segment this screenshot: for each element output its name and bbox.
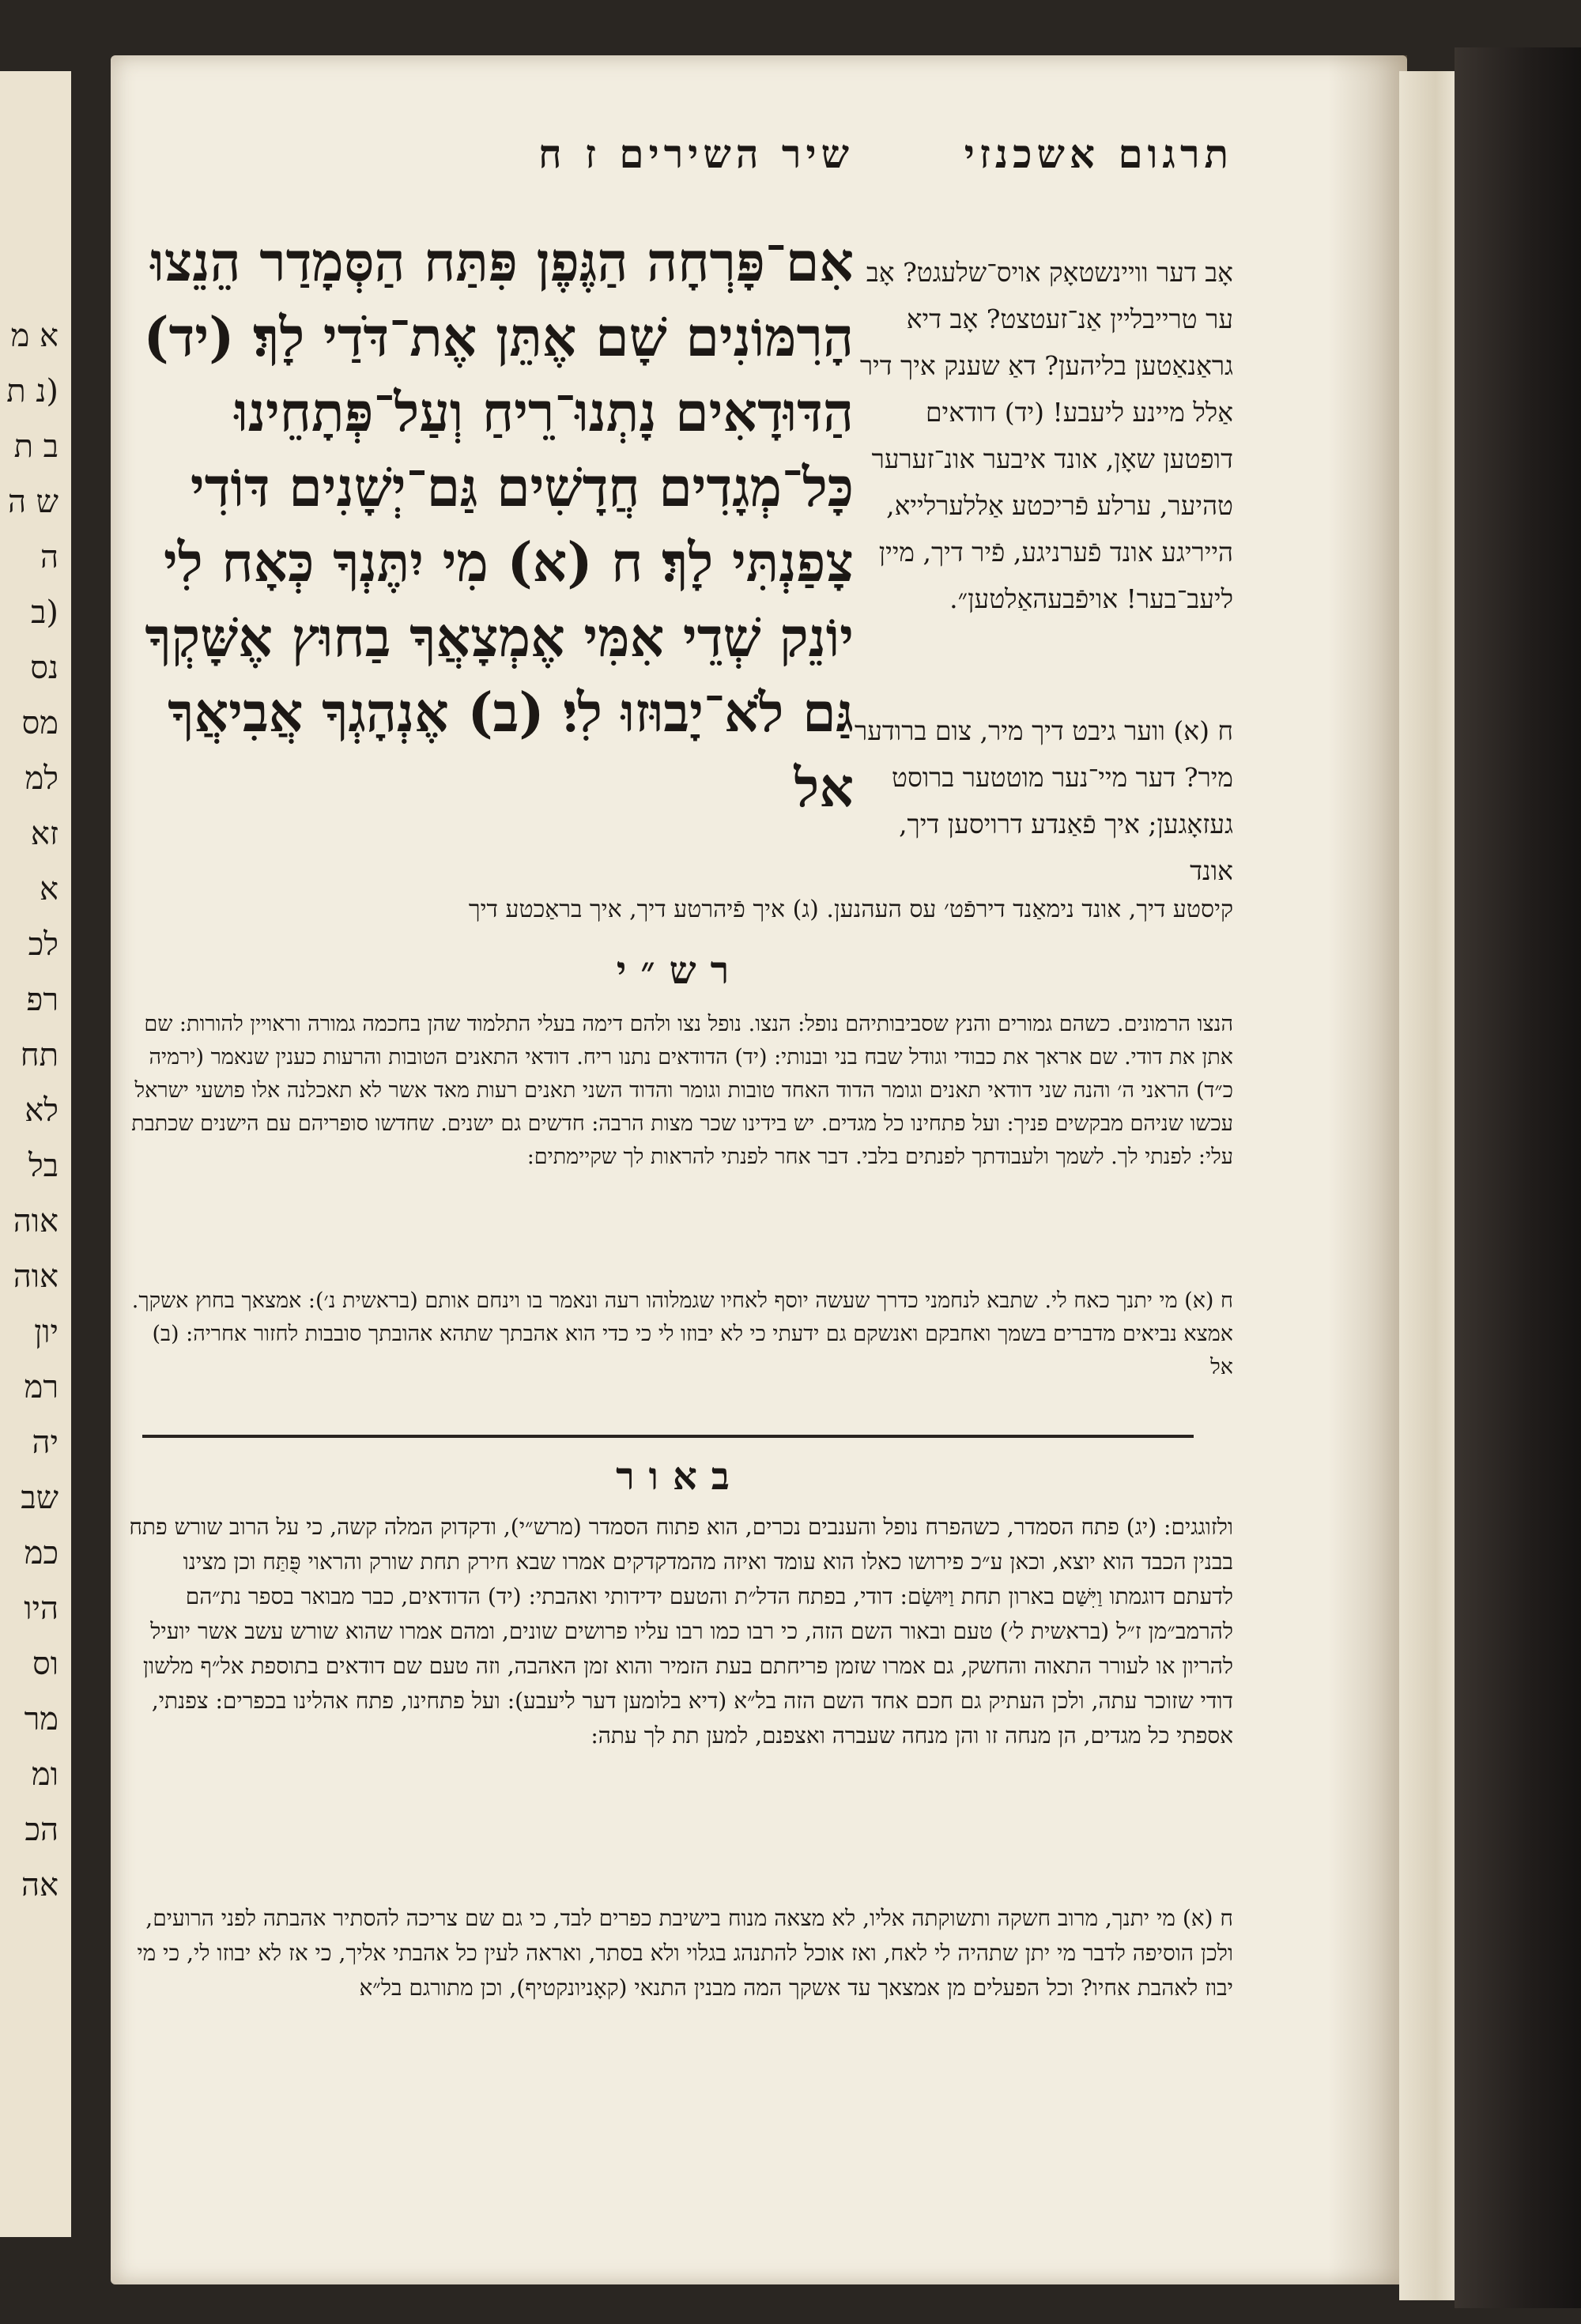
biur-commentary: ולזוגגים: (יג) פתח הסמדר, כשהפרח נופל והענבים נכרים, הוא פתוח הסמדר (מרש״י), ודקדוק המלה קשה, כי על הרוב שורש פתח בבנין הכבד הוא יוצא, וכאן ע״כ פירושו כאלו הוא עומד ואיזה מהמדקדקים אמרו שבא חירק תחת שורק והראוי פֻּתַּח וכן מצינו לדעתם דוגמתו וַיִּשַּׁם בארון תחת וַיּוּשַׂם: דודי, בפתח הדל״ת והטעם ידידותי ואהבתי: (יד) הדודאים, כבר מבואר בספר נת״הם להרמב״מן ז״ל (בראשית ל׳) טעם ובאור השם הזה, כי רבו כמו רבו עליו פרושים שונים, ומהם אמרו שהוא שורש עשב אשר יועיל להריון או לעורר התאוה והחשק, גם אמרו שזמן פריחתם בעת הזמיר והוא זמן האהבה, וזה טעם שם דודאים בתוספת אל״ף מלשון דודי שזוכר עתה, ולכן העתיק גם חכם אחד השם הזה בל״א (דיא בלומען דער ליעבע): ועל פתחינו, פתח אהלינו בכפרים: צפנתי, אספתי כל מגדים, הן מנחה זו והן מנחה שעברה ואצפנם, למען תת לך עתה:: [129, 1514, 1233, 1749]
translation-column-block-1: אָב דער וויינשטאָק אויס־שלעגט? אָב ער טרייבליין אַנ־זעטצט? אָב דיא גראַנאַטען בליהען? דאַ שענק איך דיר אַלל מיינע ליעבע! (יד) דודאים דופטען שאָן, אונד איבער אונ־זערער טהיער, ערלע פֿריכטע אַללערלייא, הייריגע אונד פֿערניגע, פֿיר דיך, מיין ליעב־בער! אויפֿבעהאַלטען״.: [859, 257, 1233, 614]
left-page-text-fragments: א מ (נ ת ב ת ש ה ה (ב נס מס למ זא א לכ רפ תח לא בל אוה אוה יון רמ יה שב כמ היו וס מר ומ הכ אה: [6, 318, 58, 1903]
translation-continued-line: קיסטע דיך, אונד נימאַנד דירפֿט׳ עס העהנען. (ג) איך פֿיהרטע דיך, איך בראַכטע דיך: [468, 896, 1233, 923]
section-divider: [142, 1435, 1194, 1438]
rashi-commentary: הנצו הרמונים. כשהם גמורים והנץ שסביבותיהם נופל: הנצו. נופל נצו ולהם דימה בעלי התלמוד שהן בחכמה גמורה וראויין להורות: שם אתן את דודי. שם אראך את כבודי וגודל שבח בני ובנותי: (יד) הדודאים נתנו ריח. דודאי התאנים הטובות והרעות כענין שנאמר (ירמיה כ״ד) הראני ה׳ והנה שני דודאי תאנים וגומר הדוד האחד טובות וגומר והדוד השני תאנים רעות מאד אשר לא תאכלנה אלו פושעי ישראל עכשו שניהם מבקשים פניך: ועל פתחינו כל מגדים. יש בידינו שכר מצות הרבה: חדשים גם ישנים. שחדשו סופריהם עם הישנים שכתבת עלי: לפנתי לך. לשמך ולעבודתך לפנתים בלבי. דבר אחר לפנתי להראות לך שקיימתים:: [131, 1012, 1233, 1169]
rashi-heading: רש״י: [616, 949, 744, 993]
biur-commentary-chapter-8: ח (א) מי יתנך, מרוב חשקה ותשוקתה אליו, לא מצאה מנוח בישיבת כפרים לבד, כי גם שם צריכה להסתיר אהבתה לפני הרועים, ולכן הוסיפה לדבר מי יתן שתהיה לי לאח, ואז אוכל להתנהג בגלוי ולא בסתר, ואראה לעין כל אהבתי אליך, כי אז לא יבוזו לי, כי מי יבוז לאהבת אחיו? וכל הפעלים מן אמצאך עד אשקך המה מבנין התנאי (קאָניונקטיף), וכן מתורגם בל״א: [137, 1905, 1233, 2001]
biur-heading: באור: [616, 1454, 744, 1499]
page-edge-shadow: [1328, 55, 1407, 2284]
book-spine: [1455, 47, 1581, 2308]
hebrew-main-text: אִם־פָּרְחָה הַגֶּפֶן פִּתַּח הַסְּמָדַר הֵנֵצוּ הָרִמּוֹנִים שָׁם אֶתֵּן אֶת־דֹּדַי לָךְ׃ (יד) הַדּוּדָאִים נָתְנוּ־רֵיחַ וְעַל־פְּתָחֵינוּ כָּל־מְגָדִים חֲדָשִׁים גַּם־יְשָׁנִים דּוֹדִי צָפַנְתִּי לָךְ׃ ח (א) מִי יִתֶּנְךָ כְּאָח לִי יוֹנֵק שְׁדֵי אִמִּי אֶמְצָאֲךָ בַחוּץ אֶשָּׁקְךָ גַּם לֹא־יָבוּזוּ לִי׃ (ב) אֶנְהָגְךָ אֲבִיאֲךָ אל: [143, 231, 854, 820]
rashi-commentary-chapter-8: ח (א) מי יתנך כאח לי. שתבא לנחמני כדרך שעשה יוסף לאחיו שגמלוהו רעה ונאמר בו וינחם אותם (בראשית נ׳): אמצאך בחוץ אשקך. אמצא נביאים מדברים בשמך ואחבקם ואנשקם גם ידעתי כי לא יבוזו לי כי כדי הוא אהבתך שתהא אהובתך סובבות לחזור אחריה: (ב) אל: [131, 1288, 1233, 1379]
facing-left-page: [0, 71, 71, 2237]
translation-column-block-2: ח (א) ווער גיבט דיך מיר, צום ברודער מיר? דער מיי־נער מוטטער ברוסט געזאָגען; איך פֿאַנדע דרויסען דיך, אונד: [855, 715, 1233, 886]
page-header-title: שיר השירים ז ח: [538, 130, 854, 177]
page-header-translation: תרגום אשכנזי: [964, 130, 1233, 177]
